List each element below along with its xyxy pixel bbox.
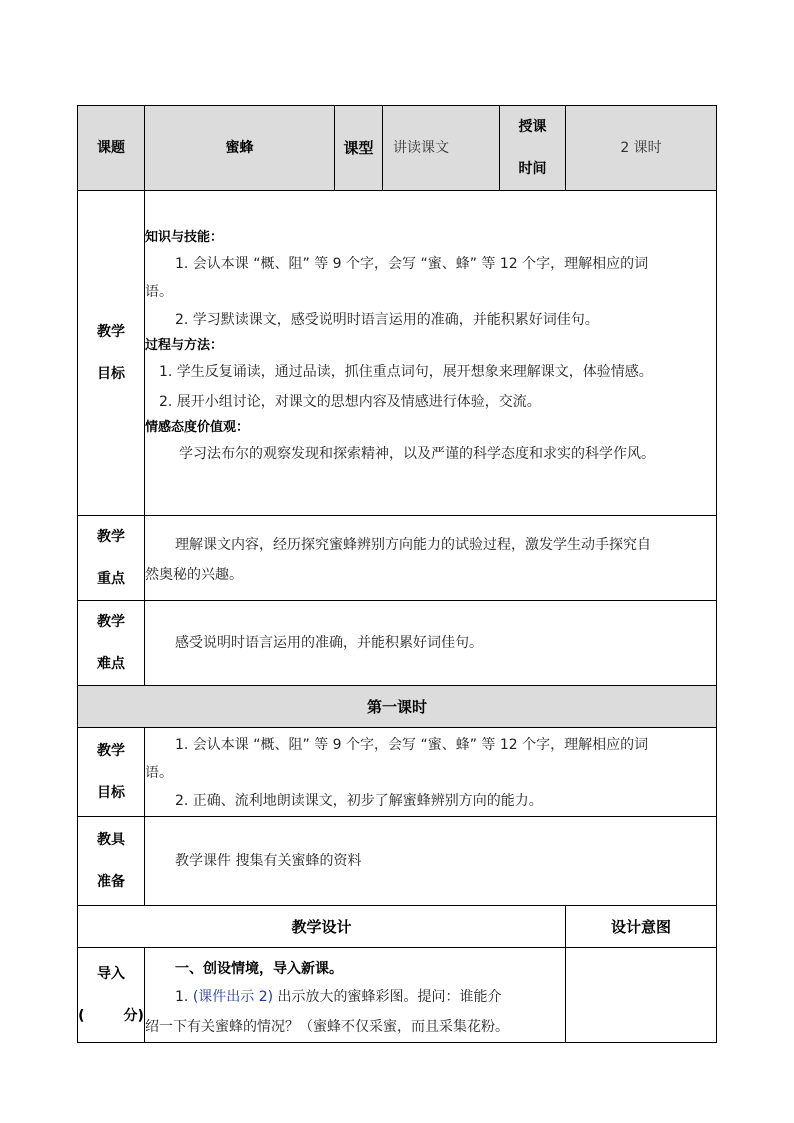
time-label-line-1: 授课 (518, 119, 547, 135)
objectives-label (78, 191, 145, 516)
prep-row (78, 817, 717, 906)
lesson1-objectives-content (145, 728, 717, 817)
objectives-label-line-2: 目标 (97, 366, 125, 382)
objectives-content (145, 191, 717, 516)
emotion-title: 情感态度价值观： (145, 420, 250, 435)
knowledge-item-1-cont: 语。 (145, 284, 173, 300)
difficulties-line-1: 感受说明时语言运用的准确，并能积累好词佳句。 (175, 635, 483, 651)
lesson1-objective-2: 2. 正确、流利地朗读课文，初步了解蜜蜂辨别方向的能力。 (175, 793, 543, 809)
key-points-content (145, 516, 717, 601)
lesson1-objectives-row (78, 728, 717, 817)
intro-step-1-rest: 出示放大的蜜蜂彩图。提问：谁能介 (273, 989, 502, 1005)
process-item-2: 2. 展开小组讨论，对课文的思想内容及情感进行体验，交流。 (159, 394, 541, 410)
emotion-item-1: 学习法布尔的观察发现和探索精神，以及严谨的科学态度和求实的科学作风。 (179, 446, 655, 462)
lesson1-objective-1-cont: 语。 (145, 765, 173, 781)
prep-label (78, 817, 145, 906)
design-header-left: 教学设计 (78, 906, 566, 948)
lesson1-title: 第一课时 (78, 686, 717, 728)
intro-minutes: ( 分) (78, 1008, 144, 1024)
intro-label-text: 导入 (97, 966, 125, 982)
key-points-line-1: 理解课文内容，经历探究蜜蜂辨别方向能力的试验过程，激发学生动手探究自 (175, 537, 651, 553)
knowledge-item-2: 2. 学习默读课文，感受说明时语言运用的准确，并能积累好词佳句。 (175, 312, 599, 328)
lesson1-objectives-label-line-1: 教学 (97, 743, 125, 759)
objectives-label-line-1: 教学 (97, 324, 125, 340)
prep-text: 教学课件 搜集有关蜜蜂的资料 (175, 853, 362, 869)
intro-step-1-line-2: 绍一下有关蜜蜂的情况？（蜜蜂不仅采蜜，而且采集花粉。 (145, 1019, 509, 1035)
intro-intent-cell (566, 948, 717, 1043)
time-label (500, 106, 566, 191)
time-label-line-2: 时间 (518, 161, 547, 177)
intro-step-1-num: 1. (175, 989, 193, 1005)
type-label: 课型 (335, 106, 383, 191)
knowledge-title: 知识与技能： (145, 230, 224, 245)
topic-label: 课题 (78, 106, 145, 191)
prep-label-line-1: 教具 (97, 832, 125, 848)
key-points-line-2: 然奥秘的兴趣。 (145, 567, 243, 583)
process-title: 过程与方法： (145, 338, 224, 353)
difficulties-label-line-2: 难点 (97, 656, 125, 672)
lesson1-objectives-label (78, 728, 145, 817)
intro-step-title: 一、创设情境，导入新课。 (175, 961, 343, 977)
lesson1-objective-1: 1. 会认本课 “概、阻” 等 9 个字，会写 “蜜、蜂” 等 12 个字，理解相应的词 (175, 737, 649, 753)
intro-label (78, 948, 145, 1043)
courseware-reference: (课件出示 2) (192, 989, 274, 1005)
hours-value: 2 课时 (566, 106, 717, 191)
prep-content (145, 817, 717, 906)
knowledge-item-1: 1. 会认本课 “概、阻” 等 9 个字，会写 “蜜、蜂” 等 12 个字，理解相应的词 (175, 256, 649, 272)
header-row (78, 106, 717, 191)
intro-step-1 (145, 982, 563, 1012)
topic-title: 蜜蜂 (145, 106, 335, 191)
difficulties-label (78, 601, 145, 686)
difficulties-content (145, 601, 717, 686)
key-points-row (78, 516, 717, 601)
intro-content (145, 948, 566, 1043)
design-header-right: 设计意图 (566, 906, 717, 948)
prep-label-line-2: 准备 (97, 874, 125, 890)
design-header-row (78, 906, 717, 948)
key-points-label-line-2: 重点 (97, 571, 125, 587)
intro-row (78, 948, 717, 1043)
key-points-label-line-1: 教学 (97, 529, 125, 545)
lesson1-objectives-label-line-2: 目标 (97, 785, 125, 801)
lesson-plan-table (77, 105, 717, 1043)
difficulties-row (78, 601, 717, 686)
process-item-1: 1. 学生反复诵读，通过品读，抓住重点词句，展开想象来理解课文，体验情感。 (159, 364, 653, 380)
lesson1-title-row (78, 686, 717, 728)
objectives-row (78, 191, 717, 516)
difficulties-label-line-1: 教学 (97, 614, 125, 630)
key-points-label (78, 516, 145, 601)
type-value: 讲读课文 (383, 106, 500, 191)
